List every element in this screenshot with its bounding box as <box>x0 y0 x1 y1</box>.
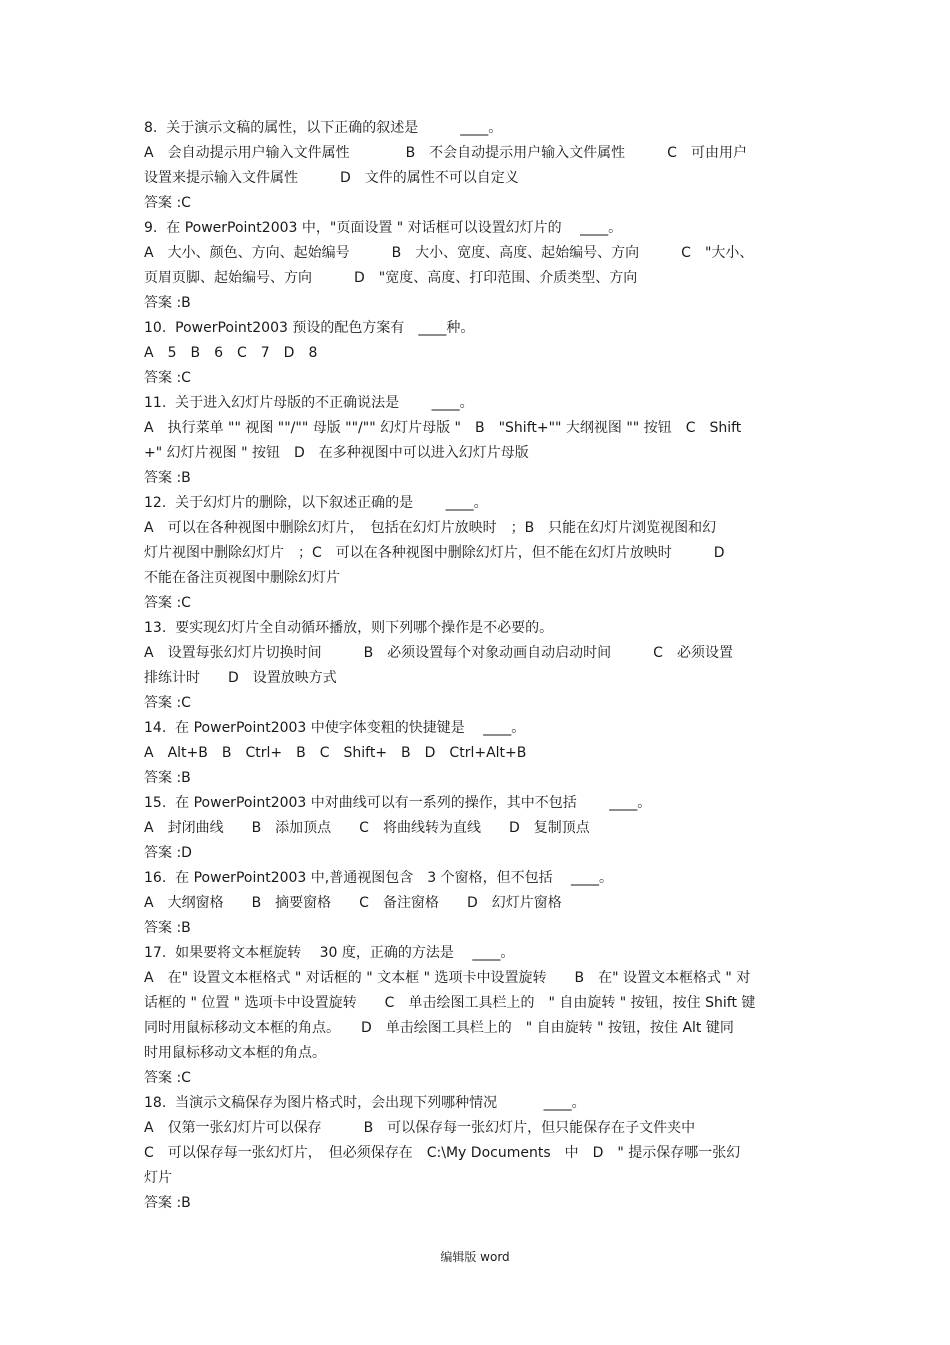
option-text: 灯片视图中删除幻灯片 ；C 可以在各种视图中删除幻灯片，但不能在幻灯片放映时 D <box>144 545 725 561</box>
answer-text: 答案 :C <box>144 695 191 711</box>
option-text: 设置来提示输入文件属性 D 文件的属性不可以自定义 <box>144 170 519 186</box>
option-text: A 在" 设置文本框格式 " 对话框的 " 文本框 " 选项卡中设置旋转 B 在" 设置文本框格式 " 对 <box>144 970 751 986</box>
question-block-q16 <box>144 866 808 941</box>
page-footer: 编辑版 word <box>440 1250 510 1264</box>
option-text: A 可以在各种视图中删除幻灯片， 包括在幻灯片放映时 ；B 只能在幻灯片浏览视图和幻 <box>144 520 717 536</box>
question-text: 18. 当演示文稿保存为图片格式时，会出现下列哪种情况 ____。 <box>144 1095 586 1111</box>
question-text: 15. 在 PowerPoint2003 中对曲线可以有一系列的操作，其中不包括 ____。 <box>144 795 652 811</box>
document-body <box>144 116 808 1216</box>
question-text: 14. 在 PowerPoint2003 中使字体变粗的快捷键是 ____。 <box>144 720 526 736</box>
option-text: A 大纲窗格 B 摘要窗格 C 备注窗格 D 幻灯片窗格 <box>144 895 562 911</box>
option-text: C 可以保存每一张幻灯片， 但必须保存在 C:\My Documents 中 D " 提示保存哪一张幻 <box>144 1145 741 1161</box>
option-text: 话框的 " 位置 " 选项卡中设置旋转 C 单击绘图工具栏上的 " 自由旋转 " 按钮，按住 Shift 键 <box>144 995 756 1011</box>
question-text: 17. 如果要将文本框旋转 30 度，正确的方法是 ____。 <box>144 945 515 961</box>
question-block-q10 <box>144 316 808 391</box>
answer-text: 答案 :C <box>144 195 191 211</box>
option-text: 不能在备注页视图中删除幻灯片 <box>144 570 340 586</box>
question-block-q13 <box>144 616 808 716</box>
question-block-q9 <box>144 216 808 316</box>
question-text: 13. 要实现幻灯片全自动循环播放，则下列哪个操作是不必要的。 <box>144 620 554 636</box>
question-text: 10. PowerPoint2003 预设的配色方案有 ____种。 <box>144 320 475 336</box>
option-text: 排练计时 D 设置放映方式 <box>144 670 337 686</box>
question-block-q8 <box>144 116 808 216</box>
question-block-q15 <box>144 791 808 866</box>
answer-text: 答案 :B <box>144 470 191 486</box>
answer-text: 答案 :C <box>144 595 191 611</box>
question-text: 12. 关于幻灯片的删除，以下叙述正确的是 ____。 <box>144 495 488 511</box>
option-text: 时用鼠标移动文本框的角点。 <box>144 1045 326 1061</box>
answer-text: 答案 :B <box>144 920 191 936</box>
answer-text: 答案 :D <box>144 845 192 861</box>
answer-text: 答案 :B <box>144 295 191 311</box>
question-text: 8. 关于演示文稿的属性，以下正确的叙述是 ____。 <box>144 120 503 136</box>
question-block-q11 <box>144 391 808 491</box>
option-text: A 5 B 6 C 7 D 8 <box>144 345 318 361</box>
option-text: 页眉页脚、起始编号、方向 D "宽度、高度、打印范围、介质类型、方向 <box>144 270 638 286</box>
option-text: A 封闭曲线 B 添加顶点 C 将曲线转为直线 D 复制顶点 <box>144 820 590 836</box>
question-block-q14 <box>144 716 808 791</box>
answer-text: 答案 :C <box>144 1070 191 1086</box>
question-text: 11. 关于进入幻灯片母版的不正确说法是 ____。 <box>144 395 474 411</box>
option-text: A Alt+B B Ctrl+ B C Shift+ B D Ctrl+Alt+B <box>144 745 527 761</box>
question-block-q12 <box>144 491 808 616</box>
option-text: A 设置每张幻灯片切换时间 B 必须设置每个对象动画自动启动时间 C 必须设置 <box>144 645 733 661</box>
question-block-q17 <box>144 941 808 1091</box>
question-text: 16. 在 PowerPoint2003 中,普通视图包含 3 个窗格，但不包括 ____。 <box>144 870 614 886</box>
answer-text: 答案 :C <box>144 370 191 386</box>
option-text: A 仅第一张幻灯片可以保存 B 可以保存每一张幻灯片，但只能保存在子文件夹中 <box>144 1120 696 1136</box>
option-text: A 执行菜单 "" 视图 ""/"" 母版 ""/"" 幻灯片母版 " B "Shift+"" 大纲视图 "" 按钮 C Shift <box>144 420 742 436</box>
answer-text: 答案 :B <box>144 770 191 786</box>
answer-text: 答案 :B <box>144 1195 191 1211</box>
question-text: 9. 在 PowerPoint2003 中，"页面设置 " 对话框可以设置幻灯片的 ____。 <box>144 220 623 236</box>
option-text: A 会自动提示用户输入文件属性 B 不会自动提示用户输入文件属性 C 可由用户 <box>144 145 747 161</box>
question-block-q18 <box>144 1091 808 1216</box>
option-text: +" 幻灯片视图 " 按钮 D 在多种视图中可以进入幻灯片母版 <box>144 445 529 461</box>
option-text: A 大小、颜色、方向、起始编号 B 大小、宽度、高度、起始编号、方向 C "大小、 <box>144 245 754 261</box>
option-text: 同时用鼠标移动文本框的角点。 D 单击绘图工具栏上的 " 自由旋转 " 按钮，按住 Alt 键同 <box>144 1020 734 1036</box>
option-text: 灯片 <box>144 1170 172 1186</box>
